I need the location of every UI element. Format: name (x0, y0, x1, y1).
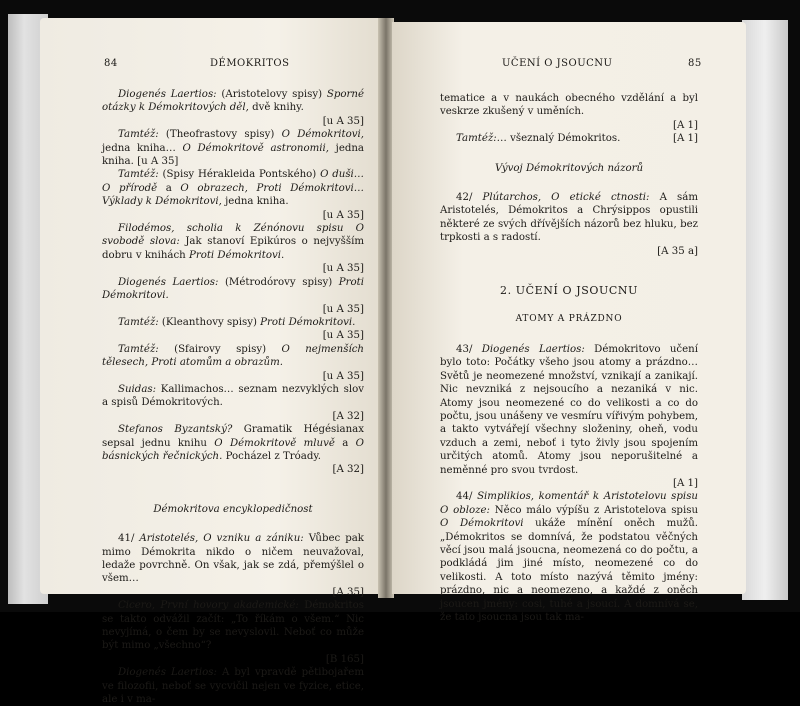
chapter-title: 2. UČENÍ O JSOUCNU (499, 284, 639, 298)
citation-text: A byl vpravdě pětibojařem ve filozofii, neboť se vycvičil nejen ve fyzice, etice, ale i v ma- (102, 667, 364, 706)
citation-text: (Kleanthovy spisy) (158, 316, 261, 328)
entry-suidas (102, 383, 364, 423)
work-title: O básnických řečnických. (102, 437, 364, 462)
work-title: Proti Démokritovi. (188, 249, 285, 261)
work-title: Sporné otázky k Démokritových děl, (102, 89, 364, 114)
citation-text: a (334, 437, 356, 449)
citation-source: Tamtéž: (118, 343, 159, 355)
section-title-encyclopedia: Démokritova encyklopedičnost (153, 503, 313, 515)
citation-source: Plútarchos, O etické ctnosti: (482, 192, 650, 204)
paragraph-41 (102, 532, 364, 599)
section-title-development: Vývoj Démokritových názorů (494, 162, 644, 174)
right-running-head: UČENÍ O JSOUCNU (502, 58, 613, 69)
fragment-ref: [u A 35] (322, 263, 364, 275)
work-title: Proti Démokritovi. (260, 316, 356, 328)
right-content (440, 92, 698, 624)
entry-diogenes-last (102, 666, 364, 706)
fragment-ref: [u A 35] (322, 209, 364, 221)
paragraph-43 (440, 343, 698, 490)
right-page (392, 22, 746, 623)
citation-text: dvě knihy. (248, 102, 304, 114)
entry-stefanos (102, 423, 364, 477)
left-content (102, 88, 364, 706)
chapter-subtitle: ATOMY A PRÁZDNO (515, 314, 623, 325)
citation-text: (Theofrastovy spisy) (158, 129, 282, 141)
citation-source: Diogenés Laertios: (481, 343, 585, 355)
citation-text: jedna kniha. (221, 196, 289, 208)
entry-tamtez-kleanthes (102, 316, 364, 343)
citation-source: Tamtéž: (118, 169, 159, 181)
left-page (40, 18, 380, 706)
right-page-edges (742, 20, 788, 600)
work-title: O Démokritově astronomii, (182, 142, 329, 154)
work-title: O duši… O přírodě (102, 169, 364, 194)
entry-tamtez-theofrastos (102, 128, 364, 168)
citation-source: Tamtéž: (456, 133, 497, 145)
citation-text: ukáže mínění oněch mužů. „Démokritos se domnívá, že podstatou věčných věcí jsou malá jsoucna, neomezená co do počtu, a podkládá jim jiné místo, neomezené co do velikosti. A toto místo nazývá těmito jmény: prázdno, nic a neomezeno, a každé z oněch jsoucen jmény: cosi, tuhé a jsoucí. A domnívá se, že tato jsoucna jsou tak ma- (440, 518, 698, 623)
continuation-text: tematice a v naukách obecného vzdělání a byl veskrze zkušený v uměních. (440, 93, 698, 118)
citation-text: Gramatik Hégésianax sepsal jednu knihu (102, 424, 364, 449)
paragraph-number: 41/ (118, 533, 135, 545)
citation-text: Kallimachos… seznam nezvyklých slov a spisů Démokritových. (102, 383, 364, 409)
work-title: O Démokritovi, (281, 129, 364, 141)
work-title: O obrazech, Proti Démokritovi… Výklady k Démokritovi, (102, 182, 364, 208)
citation-source: Cicero, První hovory akademické: (118, 600, 299, 612)
citation-text: Démokritos se takto odvážil začít: „To říkám o všem.“ Nic nevyjímá, o čem by se nevyslovil. Neboť co může být mimo „všechno“? (102, 600, 364, 652)
fragment-ref: [u A 35] (322, 303, 364, 315)
citation-text: (Aristotelovy spisy) (216, 89, 327, 100)
citation-text: Pocházel z Tróady. (222, 450, 322, 462)
fragment-ref: [A 32] (332, 410, 364, 422)
citation-text: … všeznalý Démokritos. (496, 133, 621, 145)
citation-source: Diogenés Laertios: (118, 667, 217, 679)
entry-diogenes-metrodoros (102, 276, 364, 316)
citation-text: jedna kniha… (102, 142, 183, 154)
citation-text: a (157, 182, 181, 194)
citation-source: Suidas: (118, 383, 157, 395)
citation-text: (Métrodórovy spisy) (218, 276, 339, 288)
fragment-ref: [u A 35] (322, 115, 364, 127)
citation-source: Tamtéž: (118, 129, 159, 141)
entry-tamtez-herakleides (102, 168, 364, 222)
fragment-ref: [A 1] (672, 119, 698, 131)
entry-filodemos (102, 222, 364, 276)
fragment-ref: [A 1] (672, 133, 698, 145)
citation-text: Jak stanoví Epikúros o nejvyšším dobru v knihách (102, 236, 364, 261)
paragraph-number: 44/ (456, 491, 473, 503)
citation-source: Filodémos, scholia k Zénónovu spisu O svobodě slova: (102, 223, 364, 248)
work-title: O Démokritově mluvě (214, 437, 335, 449)
citation-text: Vůbec pak mimo Démokrita nikdo o ničem neuvažoval, ledaže povrchně. On však, jak se zdá, přemýšlel o všem… (102, 533, 364, 585)
citation-text: Démokritovo učení bylo toto: Počátky všeho jsou atomy a prázdno… Světů je neomezené množství, vznikají a zanikají. Nic nevzniká z nejsoucího a nezaniká v nic. Atomy jsou neomezené co do velikosti a co do počtu, jsou unášeny ve vesmíru vířivým pohybem, a takto vytvářejí všechny složeniny, oheň, vodu vzduch a zemi, neboť i tyto živly jsou spojením určitých atomů. Atomy jsou neporušitelné a neměnné pro svou tvrdost. (440, 343, 698, 476)
work-title: Proti Démokritovi. (102, 276, 364, 302)
citation-source: Diogenés Laertios: (118, 89, 217, 100)
citation-source: Diogenés Laertios: (118, 276, 219, 288)
citation-source: Tamtéž: (118, 316, 159, 328)
paragraph-number: 42/ (456, 192, 473, 204)
paragraph-42 (440, 191, 698, 258)
right-page-number: 85 (688, 58, 702, 69)
citation-text: Něco málo výpíšu z Aristotelova spisu (490, 504, 698, 516)
citation-source: Aristotelés, O vzniku a zániku: (139, 533, 304, 545)
citation-text: (Sfairovy spisy) (158, 343, 282, 355)
citation-source: Stefanos Byzantský? (118, 424, 233, 436)
citation-source: Simplikios, komentář k Aristotelovu spisu O obloze: (440, 491, 698, 516)
fragment-ref: [A 35 a] (657, 245, 698, 257)
fragment-ref: [B 165] (325, 653, 364, 665)
entry-tamtez-vseznaly (440, 132, 698, 145)
work-title: O nejmenších tělesech, Proti atomům a obrazům. (102, 343, 364, 369)
left-page-number: 84 (104, 58, 118, 69)
paragraph-44 (440, 490, 698, 624)
entry-cicero (102, 599, 364, 666)
left-running-head: DÉMOKRITOS (210, 58, 290, 69)
citation-text: A sám Aristotelés, Démokritos a Chrýsippos opustili některé ze svých dřívějších názorů bez hluku, bez trpkosti a s radostí. (440, 192, 698, 244)
entry-tamtez-sfairos (102, 343, 364, 383)
fragment-ref: [A 1] (672, 477, 698, 489)
paragraph-continuation (440, 92, 698, 132)
citation-text: jedna kniha. [u A 35] (102, 142, 365, 168)
paragraph-number: 43/ (456, 343, 473, 355)
fragment-ref: [A 35] (332, 586, 364, 598)
fragment-ref: [u A 35] (322, 330, 364, 342)
fragment-ref: [u A 35] (322, 370, 364, 382)
entry-diogenes-aristoteles (102, 88, 364, 128)
fragment-ref: [A 32] (332, 464, 364, 476)
work-title: O Démokritovi (440, 518, 524, 530)
citation-text: (Spisy Hérakleida Pontského) (158, 169, 321, 181)
